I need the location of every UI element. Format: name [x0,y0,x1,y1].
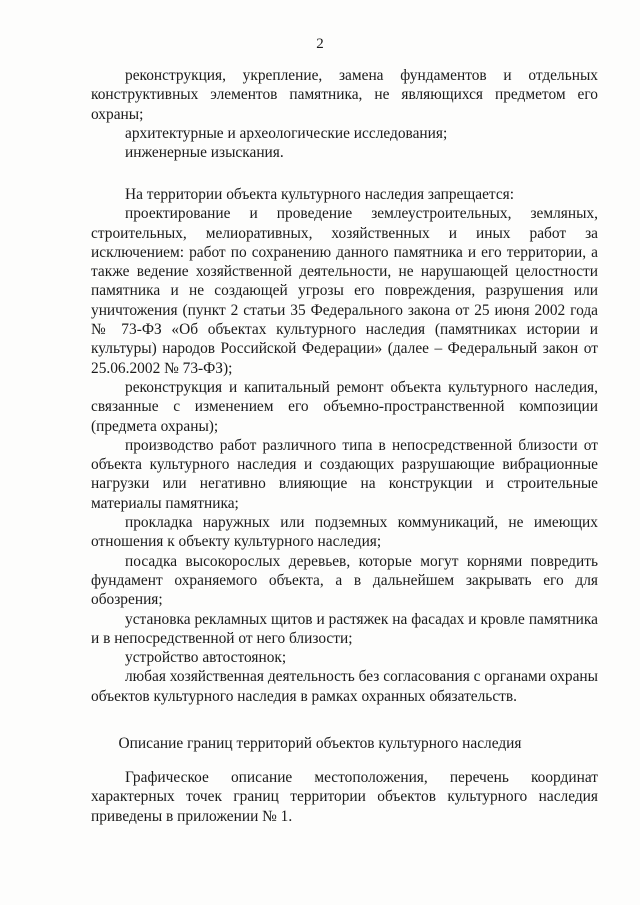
prohibitions-intro: На территории объекта культурного наследия запрещается: [125,186,515,203]
list-item: производство работ различного типа в непосредственной близости от объекта культурного наследия и создающих разрушающие вибрационные нагрузки или негативно влияющие на конструкции и строительные материалы памятника; [91,436,598,512]
work-types-list [91,66,598,162]
list-item: проектирование и проведение землеустроительных, земляных, строительных, мелиоративных, хозяйственных и иных работ за исключением: работ по сохранению данного памятника и его территории, а также ведение хозяйственной деятельности, не нарушающей целостности памятника и не создающей угрозы его повреждения, разрушения или уничтожения (пункт 2 статьи 35 Федерального закона от 25 июня 2002 года № 73-ФЗ «Об объектах культурного наследия (памятниках истории и культуры) народов Российской Федерации» (далее – Федеральный закон от 25.06.2002 № 73-ФЗ); [91,205,598,377]
list-item: любая хозяйственная деятельность без согласования с органами охраны объектов культурного наследия в рамках охранных обязательств. [91,668,598,705]
list-item: установка рекламных щитов и растяжек на фасадах и кровле памятника и в непосредственной от него близости; [91,610,598,647]
list-item: архитектурные и археологические исследования; [125,124,448,142]
final-section [91,768,598,826]
list-item: устройство автостоянок; [125,649,287,667]
page-number: 2 [316,36,324,52]
list-item: реконструкция, укрепление, замена фундаментов и отдельных конструктивных элементов памятника, не являющихся предметом его охраны; [91,67,598,123]
list-item: посадка высокорослых деревьев, которые могут корнями повредить фундамент охраняемого объекта, а в дальнейшем закрывать его для обозрения; [91,552,598,609]
section-heading: Описание границ территорий объектов культурного наследия [118,735,522,752]
list-item: инженерные изыскания. [125,144,284,162]
final-paragraph: Графическое описание местоположения, перечень координат характерных точек границ территории объектов культурного наследия приведены в приложении № 1. [91,769,598,825]
list-item: прокладка наружных или подземных коммуникаций, не имеющих отношения к объекту культурного наследия; [91,514,598,551]
list-item: реконструкция и капитальный ремонт объекта культурного наследия, связанные с изменением его объемно-пространственной композиции (предмета охраны); [91,378,598,435]
prohibitions-section [91,185,598,706]
